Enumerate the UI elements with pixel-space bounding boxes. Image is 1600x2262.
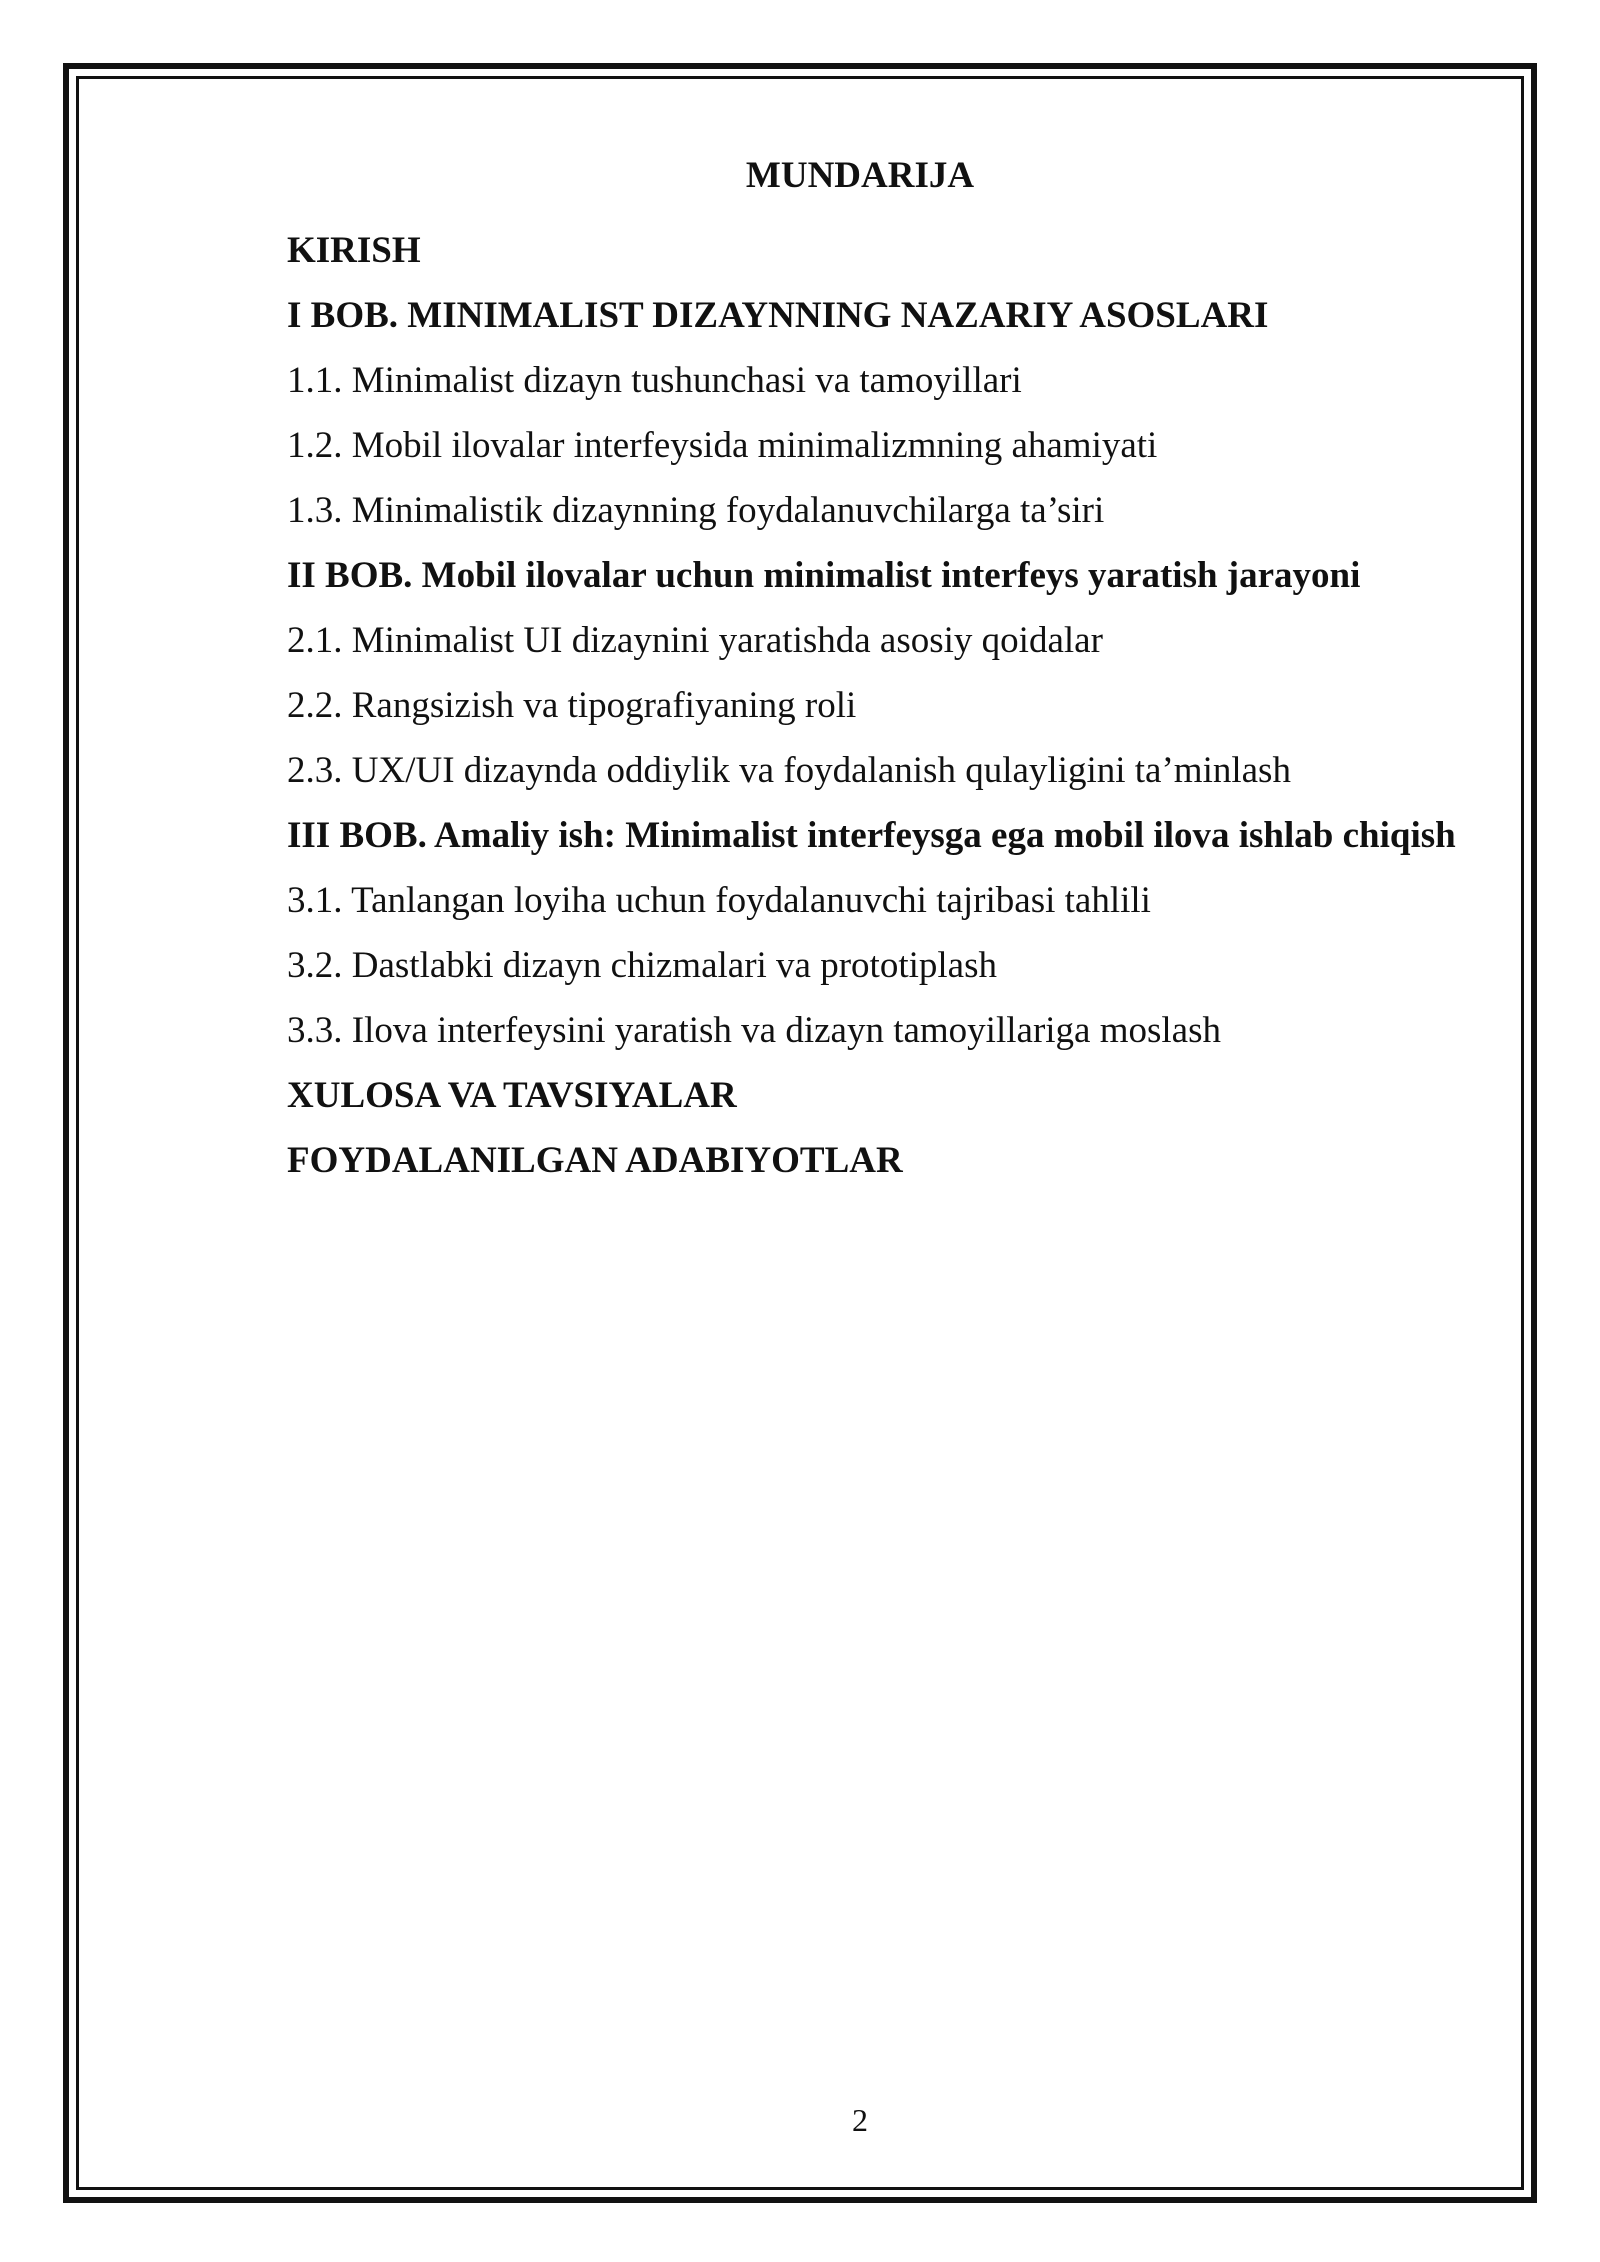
toc-entry-section-1-2: 1.2. Mobil ilovalar interfeysida minimalizmning ahamiyati [287,425,1158,466]
toc-entry-section-3-1: 3.1. Tanlangan loyiha uchun foydalanuvchi tajribasi tahlili [287,880,1151,921]
toc-entry-chapter-2: II BOB. Mobil ilovalar uchun minimalist interfeys yaratish jarayoni [287,555,1361,596]
toc-entry-section-2-3: 2.3. UX/UI dizaynda oddiylik va foydalanish qulayligini ta’minlash [287,750,1291,791]
toc-entry-section-1-3: 1.3. Minimalistik dizaynning foydalanuvchilarga ta’siri [287,490,1105,531]
toc-entry-introduction: KIRISH [287,230,421,271]
toc-entry-section-3-3: 3.3. Ilova interfeysini yaratish va dizayn tamoyillariga moslash [287,1010,1221,1051]
toc-entry-section-3-2: 3.2. Dastlabki dizayn chizmalari va prototiplash [287,945,997,986]
toc-entry-chapter-1: I BOB. MINIMALIST DIZAYNNING NAZARIY ASOSLARI [287,295,1269,336]
toc-entry-conclusion: XULOSA VA TAVSIYALAR [287,1075,737,1116]
toc-entry-section-1-1: 1.1. Minimalist dizayn tushunchasi va tamoyillari [287,360,1022,401]
table-of-contents-title: MUNDARIJA [745,155,975,196]
toc-entry-references: FOYDALANILGAN ADABIYOTLAR [287,1140,903,1181]
toc-entry-section-2-1: 2.1. Minimalist UI dizaynini yaratishda asosiy qoidalar [287,620,1103,661]
page-number: 2 [852,2102,868,2138]
toc-entry-chapter-3: III BOB. Amaliy ish: Minimalist interfeysga ega mobil ilova ishlab chiqish [287,815,1456,856]
table-of-contents [287,218,1507,1193]
toc-entry-section-2-2: 2.2. Rangsizish va tipografiyaning roli [287,685,857,726]
